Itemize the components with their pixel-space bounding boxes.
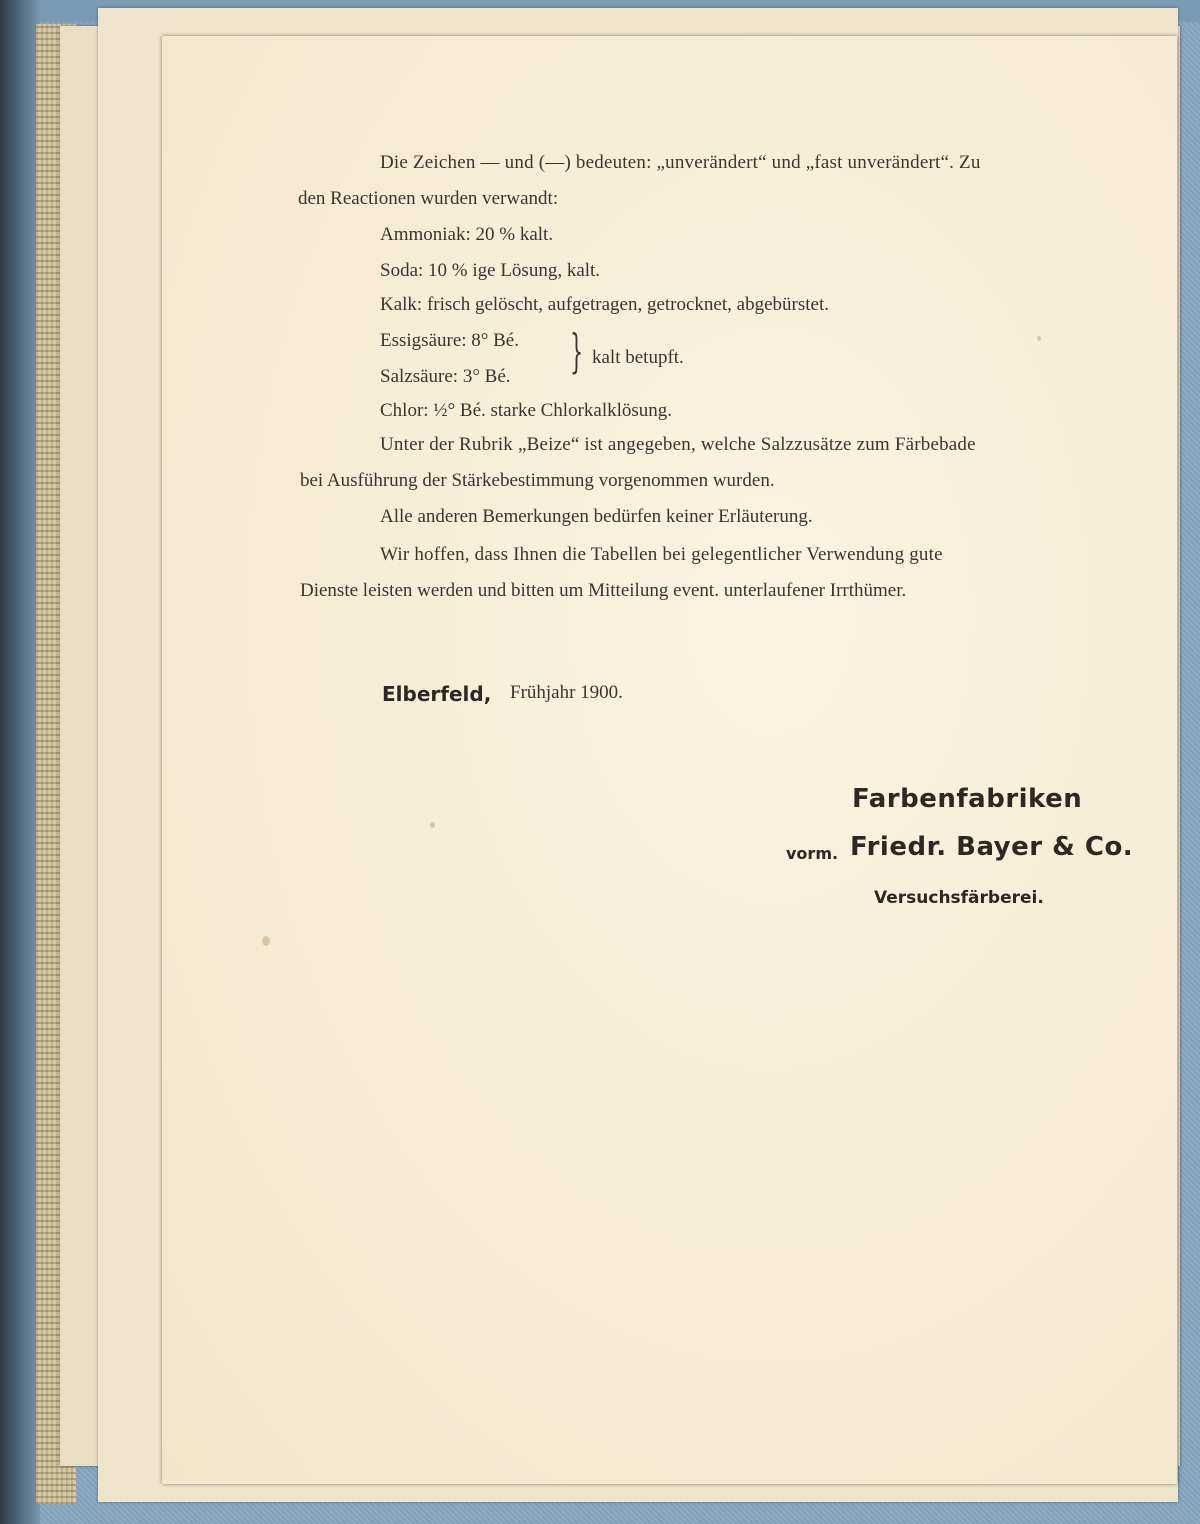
reagent-essigsaeure: Essigsäure: 8° Bé. (380, 330, 519, 351)
reagent-salzsaeure: Salzsäure: 3° Bé. (380, 366, 511, 387)
document-page (162, 36, 1177, 1484)
paragraph-beize-line2: bei Ausführung der Stärkebestimmung vorgenommen wurden. (300, 470, 775, 491)
paragraph-reactions: den Reactionen wurden verwandt: (298, 188, 559, 209)
paragraph-beize-line1: Unter der Rubrik „Beize“ ist angegeben, welche Salzzusätze zum Färbebade (380, 434, 976, 455)
place-name: Elberfeld, (382, 682, 492, 706)
paper-stain (262, 936, 270, 946)
book-spine (0, 0, 40, 1524)
paper-stain (430, 822, 435, 828)
paragraph-hoffen-line2: Dienste leisten werden und bitten um Mitteilung event. unterlaufener Irrthümer. (300, 580, 907, 601)
reagent-ammoniak: Ammoniak: 20 % kalt. (380, 224, 554, 245)
signature-prefix: vorm. (786, 844, 839, 863)
paragraph-hoffen-line1: Wir hoffen, dass Ihnen die Tabellen bei gelegentlicher Verwendung gute (380, 544, 943, 565)
paper-stain (1037, 336, 1041, 341)
signature-department: Versuchsfärberei. (874, 888, 1044, 908)
reagent-soda: Soda: 10 % ige Lösung, kalt. (380, 260, 601, 281)
signature-company: Farbenfabriken (852, 784, 1083, 814)
date-line: Frühjahr 1900. (510, 682, 623, 703)
reagent-kalk: Kalk: frisch gelöscht, aufgetragen, getrocknet, abgebürstet. (380, 294, 829, 315)
reagent-chlor: Chlor: ½° Bé. starke Chlorkalklösung. (380, 400, 673, 421)
signature-firm: Friedr. Bayer & Co. (850, 832, 1134, 862)
reagent-note-betupft: kalt betupft. (592, 347, 684, 368)
curly-brace: } (570, 324, 584, 378)
paragraph-bemerkungen: Alle anderen Bemerkungen bedürfen keiner Erläuterung. (380, 506, 813, 527)
paragraph-signs: Die Zeichen — und (—) bedeuten: „unverändert“ und „fast unverändert“. Zu (380, 152, 981, 173)
